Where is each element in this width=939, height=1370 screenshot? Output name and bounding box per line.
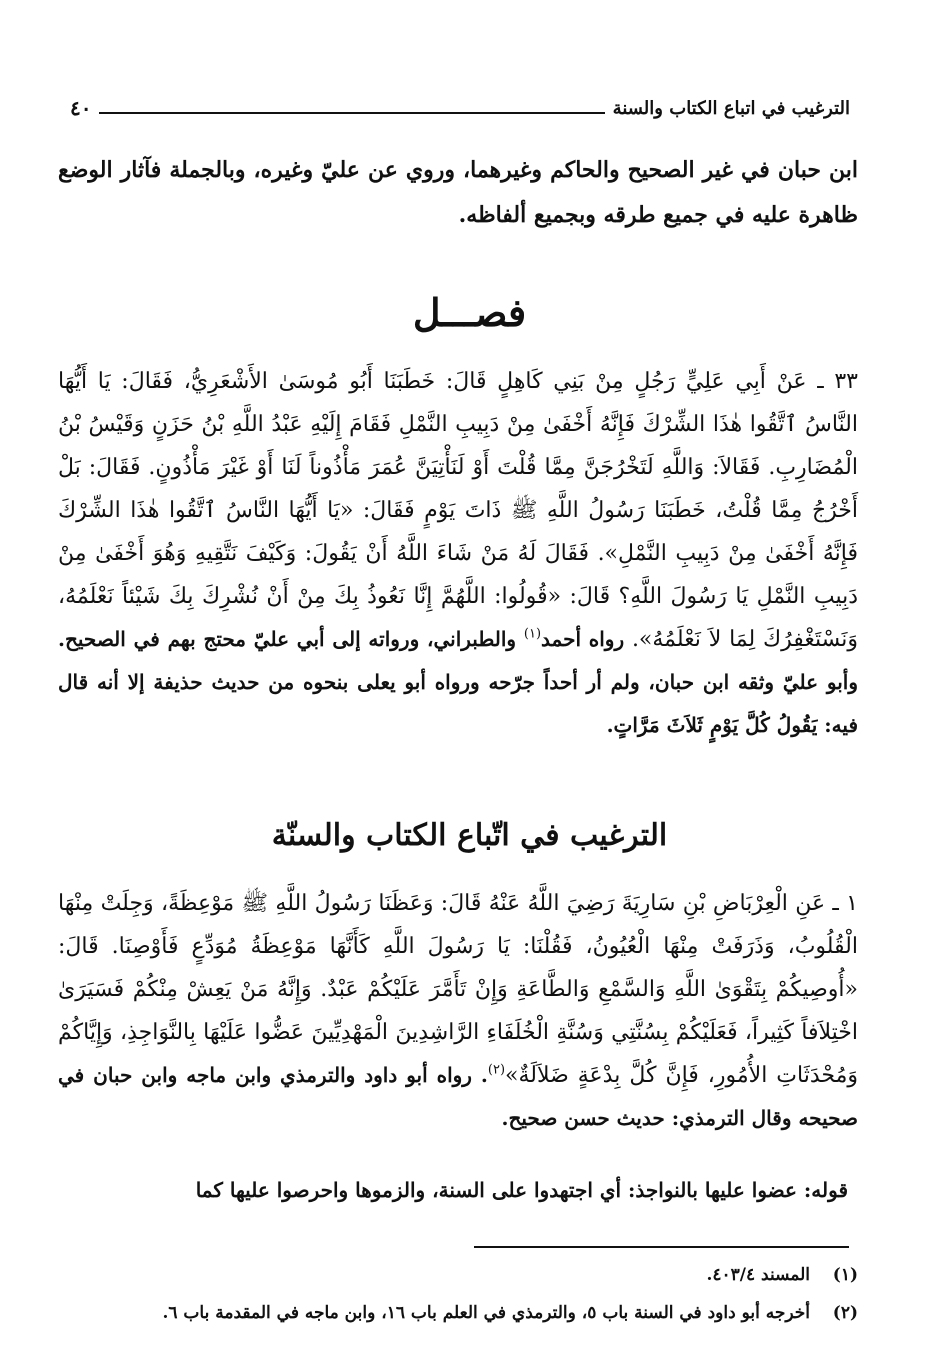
page-number: ٤٠ (70, 96, 92, 120)
footnote-text: المسند ٤٠٣/٤. (706, 1265, 810, 1285)
footnotes (58, 1256, 858, 1332)
running-head-title: الترغيب في اتباع الكتاب والسنة (612, 97, 850, 119)
hadith-1-text: عَنِ الْعِرْبَاضِ بْنِ سَارِيَةَ رَضِيَ اللَّهُ عَنْهُ قَالَ: وَعَظَنَا رَسُولُ اللَّهِ ﷺ مَوْعِظَةً، وَجِلَتْ مِنْهَا الْقُلُوبُ، وَذَرَفَتْ مِنْهَا الْعُيُونُ، فَقُلْنَا: يَا رَسُولَ اللَّهِ كَأَنَّهَا مَوْعِظَةُ مُوَدِّعٍ فَأَوْصِنَا. قَالَ: «أُوصِيكُمْ بِتَقْوَىٰ اللَّهِ وَالسَّمْعِ وَالطَّاعَةِ وَإِنْ تَأَمَّرَ عَلَيْكُمْ عَبْدٌ. وَإِنَّهُ مَنْ يَعِشْ مِنْكُمْ فَسَيَرَىٰ اخْتِلاَفاً كَثِيراً، فَعَلَيْكُمْ بِسُنَّتِي وَسُنَّةِ الْخُلَفَاءِ الرَّاشِدِينَ الْمَهْدِيِّينَ عَضُّوا عَلَيْهَا بِالنَّوَاجِذِ، وَإِيَّاكُمْ وَمُحْدَثَاتِ الأُمُورِ، فَإِنَّ كُلَّ بِدْعَةٍ ضَلاَلَةٌ» (58, 891, 858, 1088)
hadith-33-number: ٣٣ ـ (817, 369, 858, 394)
footnote-number: (٢) (832, 1303, 858, 1323)
intro-paragraph-text: ابن حبان في غير الصحيح والحاكم وغيرهما، وروي عن عليّ وغيره، وبالجملة فآثار الوضع ظاهرة عليه في جميع طرقه وبجميع ألفاظه. (58, 157, 858, 228)
hadith-33 (58, 360, 858, 747)
footnote-ref-1: (١) (523, 626, 542, 642)
footnote-item (58, 1294, 858, 1332)
hadith-1-commentary: . رواه أبو داود والترمذي وابن ماجه وابن حبان في صحيحه وقال الترمذي: حديث حسن صحيح. (58, 1063, 858, 1130)
hadith-33-text: عَنْ أَبِي عَلِيٍّ رَجُلٍ مِنْ بَنِي كَاهِلٍ قَالَ: خَطَبَنَا أَبُو مُوسَىٰ الأَشْعَرِيُّ، فَقَالَ: يَا أَيُّهَا النَّاسُ ٱتَّقُوا هٰذَا الشِّرْكَ فَإِنَّهُ أَخْفَىٰ مِنْ دَبِيبِ النَّمْلِ فَقَامَ إِلَيْهِ عَبْدُ اللَّهِ بْنُ حَزَنٍ وَقَيْسُ بْنُ الْمُضَارِبِ. فَقَالاَ: وَاللَّهِ لَتَخْرُجَنَّ مِمَّا قُلْتَ أَوْ لَنَأْتِيَنَّ عُمَرَ مَأْذُوناً لَنَا أَوْ غَيْرَ مَأْذُونٍ. فَقَالَ: بَلْ أَخْرُجُ مِمَّا قُلْتُ، خَطَبَنَا رَسُولُ اللَّهِ ﷺ ذَاتَ يَوْمٍ فَقَالَ: «يَا أَيُّهَا النَّاسُ ٱتَّقُوا هٰذَا الشِّرْكَ فَإِنَّهُ أَخْفَىٰ مِنْ دَبِيبِ النَّمْلِ». فَقَالَ لَهُ مَنْ شَاءَ اللَّهُ أَنْ يَقُولَ: وَكَيْفَ نَتَّقِيهِ وَهُوَ أَخْفَىٰ مِنْ دَبِيبِ النَّمْلِ يَا رَسُولَ اللَّهِ؟ قَالَ: «قُولُوا: اللَّهُمَّ إِنَّا نَعُوذُ بِكَ مِنْ أَنْ نُشْرِكَ بِكَ شَيْئاً نَعْلَمُهُ، وَنَسْتَغْفِرُكَ لِمَا لاَ نَعْلَمُهُ». (58, 369, 859, 652)
gloss-paragraph: قوله: عضوا عليها بالنواجذ: أي اجتهدوا على السنة، والزموها واحرصوا عليها كما (195, 1178, 848, 1202)
section-heading-fasl: فصـــل (412, 290, 527, 335)
hadith-1 (58, 882, 858, 1140)
hadith-33-source-intro: رواه أحمد (541, 627, 625, 651)
hadith-1-number: ١ ـ (832, 891, 858, 916)
intro-paragraph (58, 148, 858, 238)
footnote-item (58, 1256, 858, 1294)
running-head (60, 88, 850, 128)
footnote-ref-2: (٢) (487, 1062, 506, 1078)
section-heading-targhib: الترغيب في اتّباع الكتاب والسنّة (271, 818, 668, 853)
footnote-number: (١) (832, 1265, 858, 1285)
footnote-separator (474, 1246, 849, 1248)
footnote-text: أخرجه أبو داود في السنة باب ٥، والترمذي في العلم باب ١٦، وابن ماجه في المقدمة باب ٦. (162, 1303, 810, 1323)
hadith-33-commentary: والطبراني، ورواته إلى أبي عليّ محتج بهم في الصحيح. وأبو عليّ وثقه ابن حبان، ولم أر أحداً جرّحه ورواه أبو يعلى بنحوه من حديث حذيفة إلا أنه قال فيه: يَقُولُ كُلَّ يَوْمٍ ثَلاَثَ مَرَّاتٍ. (58, 627, 858, 737)
running-head-rule (99, 112, 604, 114)
